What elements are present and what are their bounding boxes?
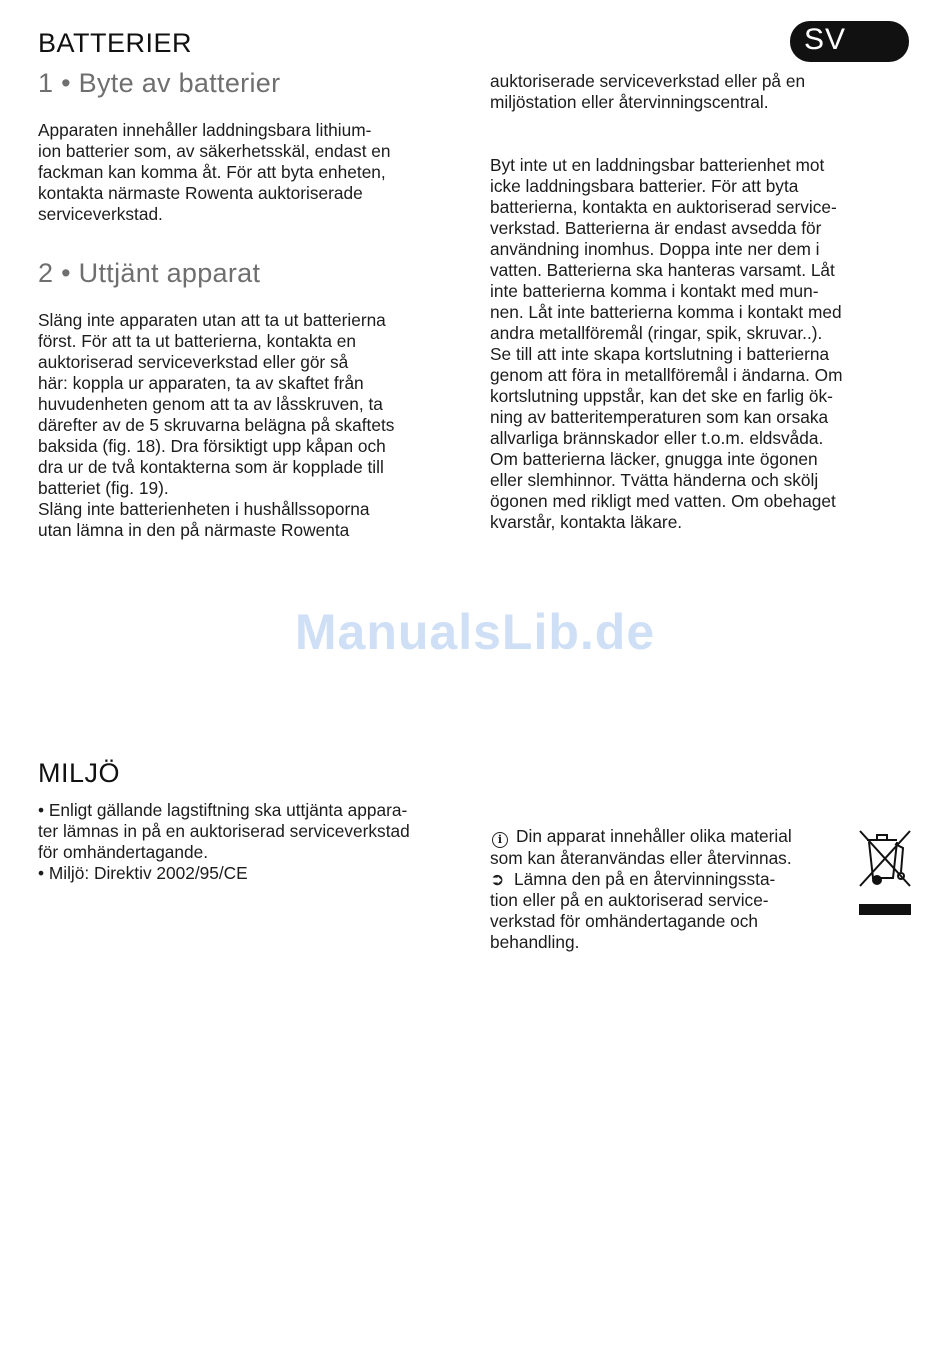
crossed-out-wheelie-bin-icon [857, 828, 913, 918]
heading-uttjant-apparat: 2 • Uttjänt apparat [38, 258, 261, 288]
watermark: ManualsLib.de [294, 604, 656, 660]
paragraph-uttjant-apparat: Släng inte apparaten utan att ta ut batterierna först. För att ta ut batterierna, kontakta en auktoriserad serviceverkstad eller gör så här: koppla ur apparaten, ta av skaftet från huvudenheten genom att ta av låsskruven, ta därefter av de 5 skruvarna belägna på skaftets baksida (fig. 18). Dra försiktigt upp kåpan och dra ur de två kontakterna som är kopplade till batteriet (fig. 19). Släng inte batterienheten i hushållssoporna utan lämna in den på närmaste Rowenta [38, 310, 395, 540]
paragraph-byte-av-batterier: Apparaten innehåller laddningsbara lithium- ion batterier som, av säkerhetsskäl, endast en fackman kan komma åt. För att byta enheten, kontakta närmaste Rowenta auktoriserade serviceverkstad. [38, 120, 391, 224]
miljo-recycling-info [490, 826, 860, 953]
arrow-right-icon: ➲ [490, 869, 505, 889]
heading-byte-av-batterier: 1 • Byte av batterier [38, 68, 281, 98]
arrow-line-text: Lämna den på en återvinningssta- [514, 869, 776, 889]
language-badge-label: SV [804, 23, 847, 56]
section-title-miljo: MILJÖ [38, 758, 121, 788]
info-circle-icon: i [492, 832, 508, 848]
info-line-text: Din apparat innehåller olika material [516, 826, 792, 846]
arrow-line-rest: tion eller på en auktoriserad service- verkstad för omhändertagande och behandling. [490, 890, 769, 952]
paragraph-battery-warning: Byt inte ut en laddningsbar batterienhet mot icke laddningsbara batterier. För att byta batterierna, kontakta en auktoriserad service- verkstad. Batterierna är endast avsedda för användning inomhus. Doppa inte ner dem i vatten. Batterierna ska hanteras varsamt. Låt inte batterierna komma i kontakt med mun- nen. Låt inte batterierna komma i kontakt med andra metallföremål (ringar, spik, skruvar..). Se till att inte skapa kortslutning i batterierna genom att föra in metallföremål i ändarna. Om kortslutning uppstår, kan det ske en farlig ök- ning av batteritemperaturen som kan orsaka allvarliga brännskador eller t.o.m. eldsvåda. Om batterierna läcker, gnugga inte ögonen eller slemhinnor. Tvätta händerna och skölj ögonen med rikligt med vatten. Om obehaget kvarstår, kontakta läkare. [490, 155, 843, 532]
miljo-bullet-list: • Enligt gällande lagstiftning ska uttjänta appara- ter lämnas in på en auktoriserad serviceverkstad för omhändertagande. • Miljö: Direktiv 2002/95/CE [38, 800, 410, 883]
arrow-line [490, 869, 860, 890]
language-badge [790, 21, 909, 62]
paragraph-continuation: auktoriserade serviceverkstad eller på en miljöstation eller återvinningscentral. [490, 71, 806, 112]
info-line-rest: som kan återanvändas eller återvinnas. [490, 848, 792, 868]
section-title-batterier: BATTERIER [38, 28, 193, 58]
info-line [490, 826, 860, 848]
